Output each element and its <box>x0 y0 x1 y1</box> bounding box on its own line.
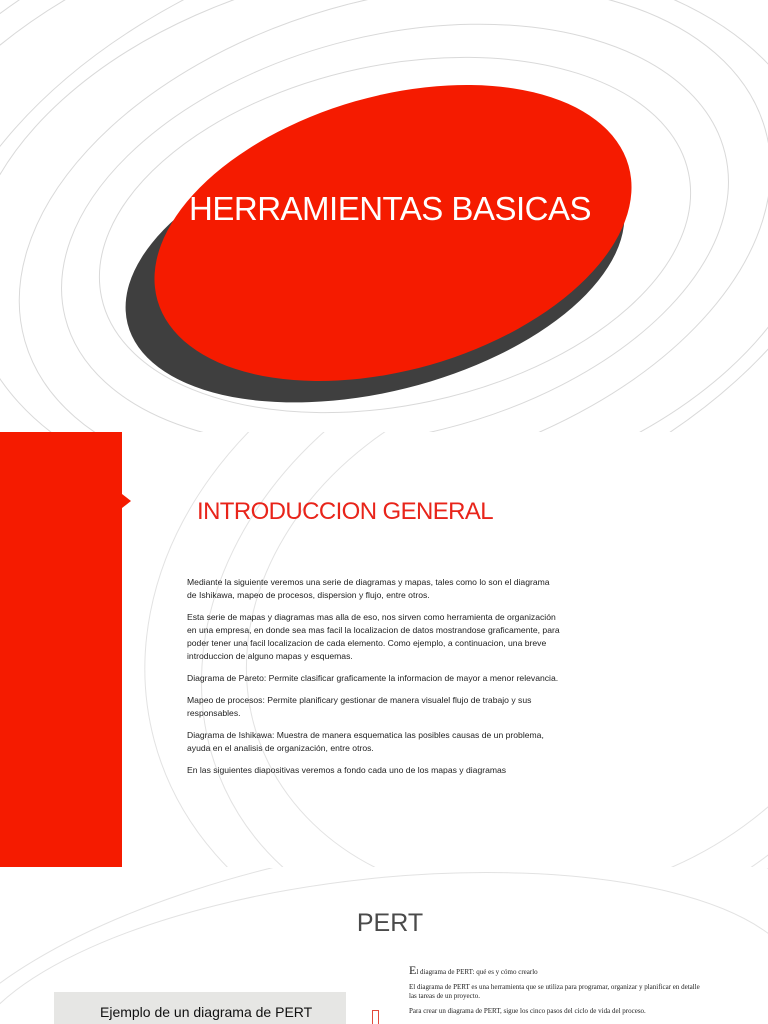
red-notch <box>122 494 131 508</box>
heading-text: l diagrama de PERT: qué es y cómo crearlo <box>416 968 538 976</box>
introduction-slide <box>0 432 768 867</box>
paragraph: En las siguientes diapositivas veremos a fondo cada uno de los mapas y diagramas <box>187 765 507 775</box>
section-title: INTRODUCCION GENERAL <box>197 498 494 525</box>
paragraph: Mapeo de procesos: Permite planificary gestionar de manera visualel flujo de trabajo y sus responsables. <box>187 695 532 718</box>
paragraph: El diagrama de PERT es una herramienta que se utiliza para programar, organizar y planificar en detalle las tareas de un proyecto. <box>409 983 700 1000</box>
slide-title: HERRAMIENTAS BASICAS <box>189 190 591 227</box>
paragraph: Esta serie de mapas y diagramas mas alla de eso, nos sirven como herramienta de organización en una empresa, en donde sea mas facil la localizacion de datos mostrandose graficamente, para poder tener una facil localizacion de cada elemento. Como ejemplo, a continuacion, una breve introduccion de alguno mapas y esquemas. <box>187 612 560 661</box>
intro-body <box>187 576 561 786</box>
paragraph: Diagrama de Ishikawa: Muestra de manera esquematica las posibles causas de un problema, ayuda en el analisis de organización, entre otros. <box>187 730 544 753</box>
slide-title: PERT <box>356 909 424 937</box>
image-caption: Ejemplo de un diagrama de PERT <box>100 1004 313 1020</box>
title-slide <box>0 0 768 432</box>
paragraph: Para crear un diagrama de PERT, sigue los cinco pasos del ciclo de vida del proceso. <box>409 1007 646 1015</box>
drop-cap: E <box>409 963 417 977</box>
pert-slide <box>0 868 768 1024</box>
paragraph: Diagrama de Pareto: Permite clasificar graficamente la informacion de mayor a menor relevancia. <box>187 673 559 683</box>
paragraph <box>409 963 709 977</box>
pert-text <box>409 963 709 1022</box>
red-frame <box>372 1010 379 1024</box>
paragraph: Mediante la siguiente veremos una serie de diagramas y mapas, tales como lo son el diagrama de Ishikawa, mapeo de procesos, dispersion y flujo, entre otros. <box>187 577 550 600</box>
red-side-bar <box>0 432 122 867</box>
